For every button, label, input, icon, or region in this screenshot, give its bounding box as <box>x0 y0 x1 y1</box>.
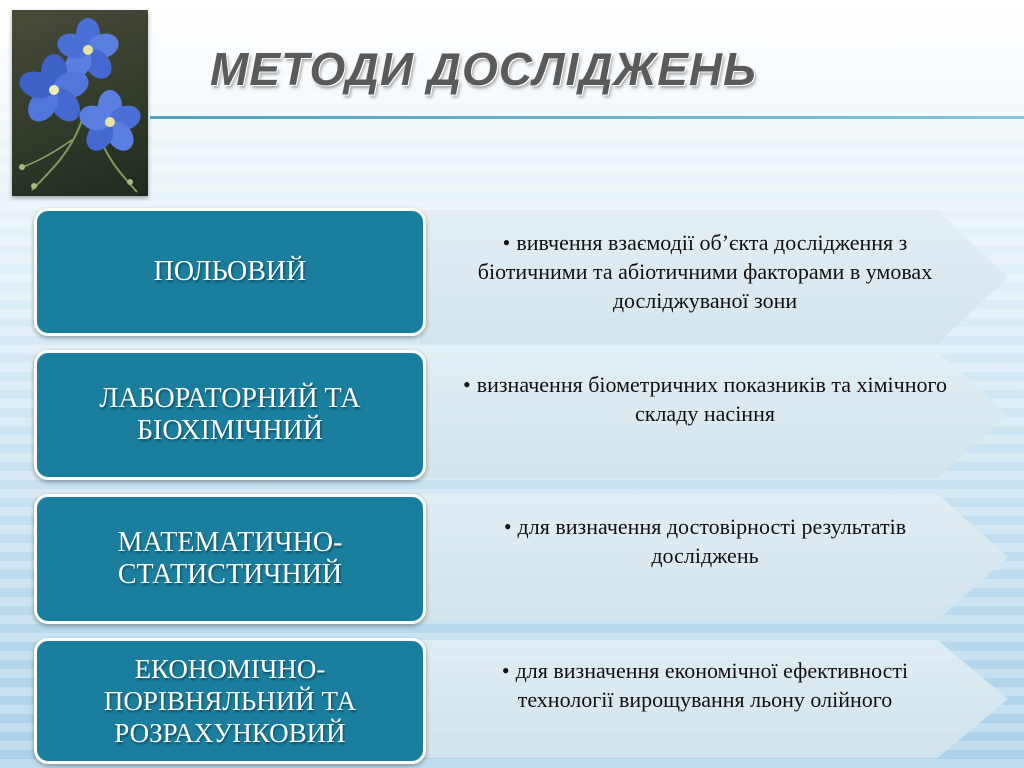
description-1 <box>455 228 955 315</box>
method-box-3 <box>34 494 426 624</box>
method-box-4 <box>34 638 426 764</box>
method-name-3: МАТЕМАТИЧНО-СТАТИСТИЧНИЙ <box>117 527 343 590</box>
bullet: • <box>503 514 512 539</box>
description-4 <box>455 656 955 714</box>
method-box-1 <box>34 208 426 336</box>
description-3 <box>455 512 955 570</box>
bullet: • <box>501 658 510 683</box>
description-text-3: для визначення достовірності результатів досліджень <box>517 514 907 568</box>
description-text-2: визначення біометричних показників та хімічного складу насіння <box>476 372 947 426</box>
slide-title: МЕТОДИ ДОСЛІДЖЕНЬ <box>210 43 757 95</box>
method-box-2 <box>34 350 426 480</box>
description-text-4: для визначення економічної ефективності технології вирощування льону олійного <box>515 658 909 712</box>
method-name-1: ПОЛЬОВИЙ <box>153 256 307 287</box>
bullet: • <box>502 230 511 255</box>
method-name-2: ЛАБОРАТОРНИЙ ТА БІОХІМІЧНИЙ <box>99 383 361 446</box>
description-2 <box>455 370 955 428</box>
bullet: • <box>463 372 471 397</box>
description-text-1: вивчення взаємодії об’єкта дослідження з біотичними та абіотичними факторами в умовах досліджуваної зони <box>477 230 933 313</box>
method-name-4: ЕКОНОМІЧНО-ПОРІВНЯЛЬНИЙ ТА РОЗРАХУНКОВИЙ <box>103 654 357 748</box>
title-underline <box>150 116 1024 119</box>
flax-flower-image <box>12 10 148 196</box>
